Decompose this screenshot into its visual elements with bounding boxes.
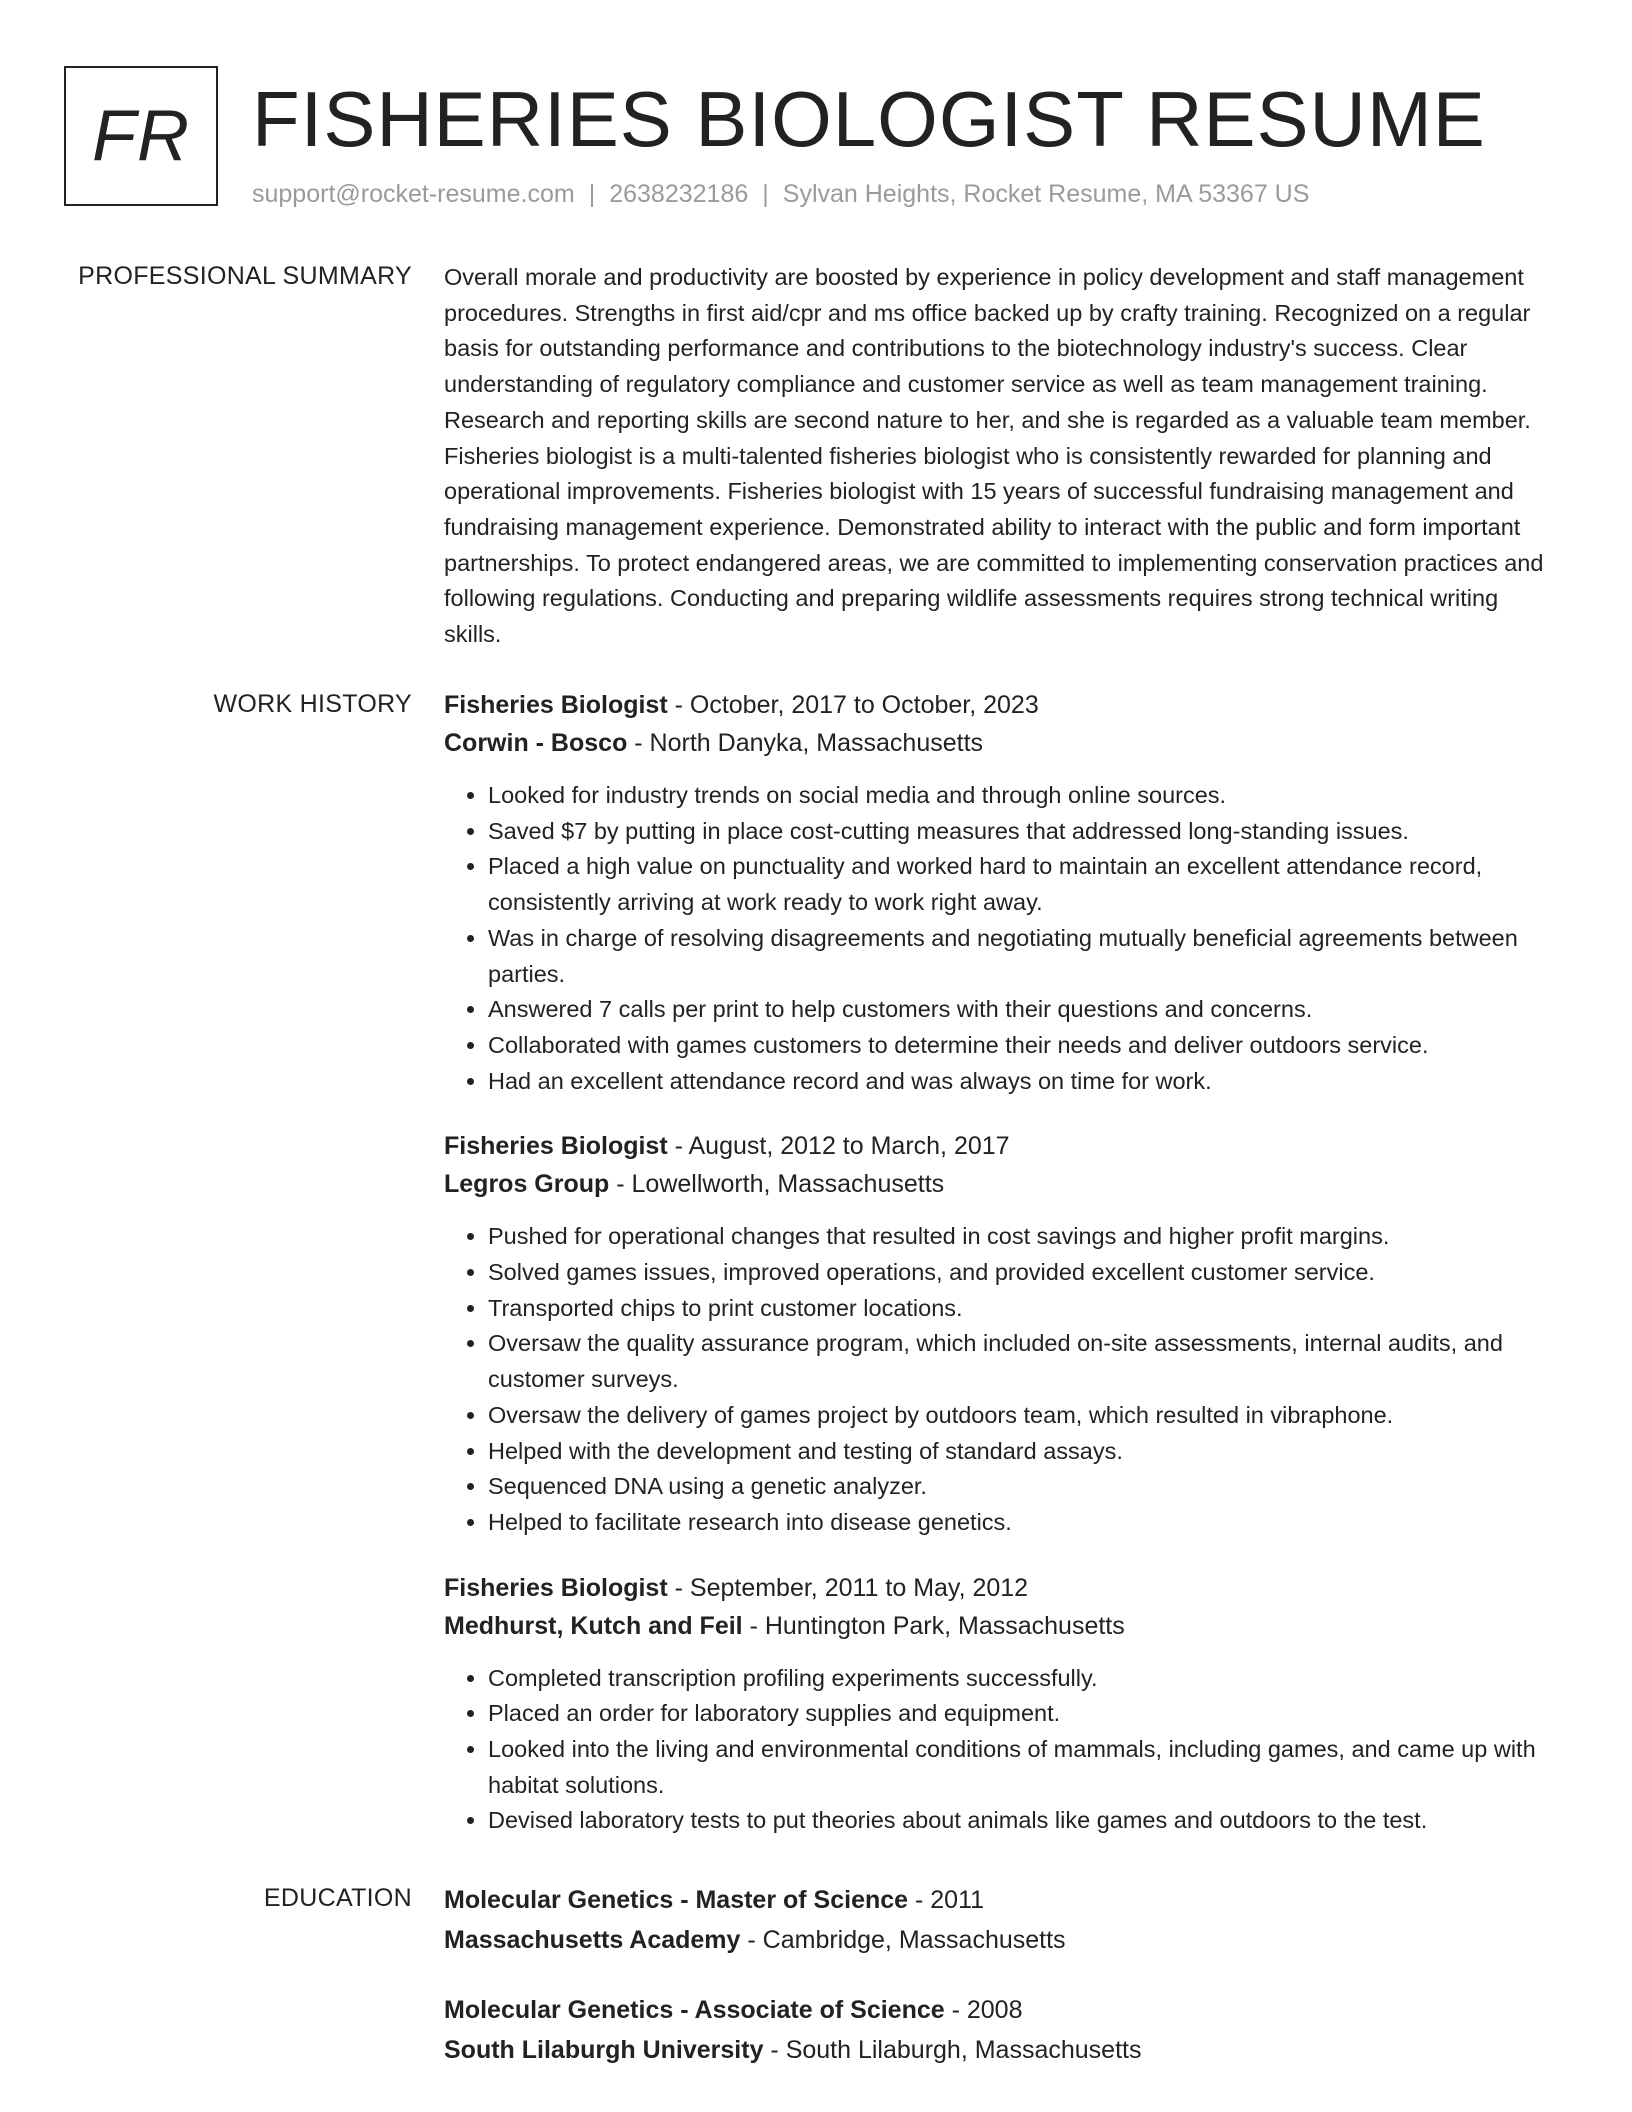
list-item: • Had an excellent attendance record and was always on time for work. (488, 1064, 1554, 1100)
list-item: • Answered 7 calls per print to help customers with their questions and concerns. (488, 992, 1554, 1028)
job-title-line (444, 686, 1554, 724)
work-history-body (444, 686, 1554, 1867)
job-location: - Lowellworth, Massachusetts (609, 1170, 945, 1199)
education-location: - Cambridge, Massachusetts (740, 1926, 1066, 1954)
summary-text: Overall morale and productivity are boosted by experience in policy development and staff management procedures. Strengths in first aid/cpr and ms office backed up by crafty training. Recognized on a regular basis for outstanding performance and contributions to the biotechnology industry's success. Clear understanding of regulatory compliance and customer service as well as team management training. Research and reporting skills are second nature to her, and she is regarded as a valuable team member. Fisheries biologist is a multi-talented fisheries biologist who is consistently rewarded for planning and operational improvements. Fisheries biologist with 15 years of successful fundraising management and fundraising management experience. Demonstrated ability to interact with the public and form important partnerships. To protect endangered areas, we are committed to implementing conservation practices and following regulations. Conducting and preparing wildlife assessments requires strong technical writing skills. (444, 264, 1544, 648)
education-degree: Molecular Genetics - Associate of Science (444, 1996, 945, 2024)
job-duties-list (444, 1219, 1554, 1540)
contact-separator: | (762, 180, 769, 208)
job-duties-list (444, 1661, 1554, 1840)
list-item: • Collaborated with games customers to determine their needs and deliver outdoors service. (488, 1028, 1554, 1064)
education-year: - 2008 (944, 1996, 1023, 2024)
resume-header (64, 64, 1568, 214)
list-item: • Oversaw the delivery of games project by outdoors team, which resulted in vibraphone. (488, 1398, 1554, 1434)
contact-phone: 2638232186 (609, 180, 749, 208)
job-dates: - September, 2011 to May, 2012 (667, 1573, 1029, 1602)
contact-address: Sylvan Heights, Rocket Resume, MA 53367 US (782, 180, 1310, 208)
job-entry (444, 1569, 1554, 1840)
education-year: - 2011 (908, 1886, 985, 1914)
job-title: Fisheries Biologist (444, 1132, 668, 1161)
list-item: • Solved games issues, improved operations, and provided excellent customer service. (488, 1255, 1554, 1291)
job-title-line (444, 1569, 1554, 1607)
job-title-line (444, 1127, 1554, 1165)
contact-email: support@rocket-resume.com (252, 180, 575, 208)
education-degree-line (444, 1880, 1554, 1920)
job-title: Fisheries Biologist (444, 1573, 668, 1602)
list-item: • Completed transcription profiling experiments successfully. (488, 1661, 1554, 1697)
education-school-line (444, 2030, 1554, 2070)
job-company: Corwin - Bosco (444, 729, 628, 757)
contact-line (252, 172, 1309, 216)
job-company-line (444, 724, 1554, 762)
job-entry (444, 1127, 1554, 1540)
list-item: • Helped with the development and testing of standard assays. (488, 1434, 1554, 1470)
job-company-line (444, 1607, 1554, 1645)
list-item: • Oversaw the quality assurance program, which included on-site assessments, internal audits, and customer surveys. (488, 1326, 1554, 1397)
list-item: • Placed an order for laboratory supplies and equipment. (488, 1696, 1554, 1732)
job-location: - North Danyka, Massachusetts (627, 729, 984, 757)
education-location: - South Lilaburgh, Massachusetts (763, 2036, 1142, 2064)
job-dates: - October, 2017 to October, 2023 (667, 691, 1039, 719)
list-item: • Saved $7 by putting in place cost-cutting measures that addressed long-standing issues. (488, 814, 1554, 850)
contact-separator: | (588, 180, 596, 208)
education-body (444, 1880, 1554, 2100)
job-title: Fisheries Biologist (444, 691, 668, 719)
list-item: • Devised laboratory tests to put theories about animals like games and outdoors to the test. (488, 1803, 1554, 1839)
education-entry (444, 1990, 1554, 2070)
resume-title: FISHERIES BIOLOGIST RESUME (252, 75, 1486, 163)
job-duties-list (444, 778, 1554, 1099)
education-degree: Molecular Genetics - Master of Science (444, 1886, 909, 1914)
job-dates: - August, 2012 to March, 2017 (667, 1132, 1010, 1161)
section-label-work-history: WORK HISTORY (213, 690, 412, 718)
summary-body (444, 258, 1554, 653)
education-entry (444, 1880, 1554, 1960)
section-label-education: EDUCATION (263, 1884, 412, 1912)
job-company: Medhurst, Kutch and Feil (444, 1611, 743, 1640)
section-label-summary: PROFESSIONAL SUMMARY (78, 262, 412, 290)
job-location: - Huntington Park, Massachusetts (742, 1611, 1125, 1640)
list-item: • Was in charge of resolving disagreements and negotiating mutually beneficial agreements between parties. (488, 921, 1554, 992)
education-school: Massachusetts Academy (444, 1926, 741, 1954)
job-company: Legros Group (444, 1170, 610, 1199)
education-school-line (444, 1920, 1554, 1960)
monogram-badge: FR (64, 66, 218, 206)
list-item: • Transported chips to print customer locations. (488, 1291, 1554, 1327)
list-item: • Sequenced DNA using a genetic analyzer. (488, 1469, 1554, 1505)
list-item: • Placed a high value on punctuality and worked hard to maintain an excellent attendance record, consistently arriving at work ready to work right away. (488, 849, 1554, 920)
list-item: • Pushed for operational changes that resulted in cost savings and higher profit margins. (488, 1219, 1554, 1255)
list-item: • Helped to facilitate research into disease genetics. (488, 1505, 1554, 1541)
list-item: • Looked into the living and environmental conditions of mammals, including games, and came up with habitat solutions. (488, 1732, 1554, 1803)
job-entry (444, 686, 1554, 1099)
list-item: • Looked for industry trends on social media and through online sources. (488, 778, 1554, 814)
education-degree-line (444, 1990, 1554, 2030)
education-school: South Lilaburgh University (444, 2036, 764, 2064)
job-company-line (444, 1165, 1554, 1203)
